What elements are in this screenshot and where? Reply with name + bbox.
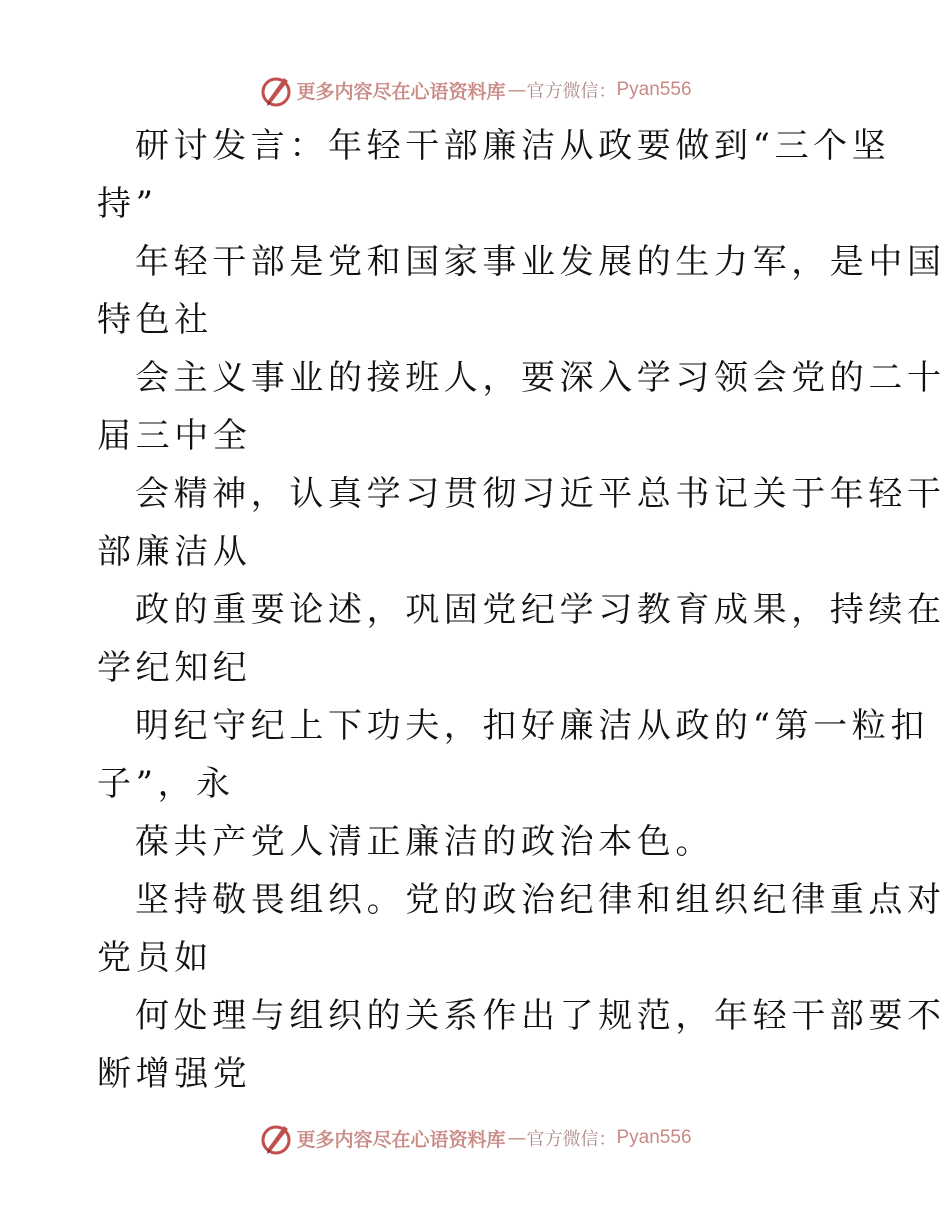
paragraph-line: 会精神，认真学习贯彻习近平总书记关于年轻干 bbox=[135, 474, 946, 514]
paragraph-line: 政的重要论述，巩固党纪学习教育成果，持续在 bbox=[135, 590, 946, 630]
paragraph-line: 坚持敬畏组织。党的政治纪律和组织纪律重点对 bbox=[135, 880, 946, 920]
header-watermark bbox=[0, 70, 950, 110]
footer-watermark bbox=[0, 1118, 950, 1158]
watermark-wechat-label: 官方微信： bbox=[526, 81, 617, 102]
watermark-dash: — bbox=[507, 1127, 525, 1149]
watermark-wechat-id: Pyan556 bbox=[616, 79, 692, 100]
paragraph-line: 明纪守纪上下功夫，扣好廉洁从政的“第一粒扣 bbox=[135, 706, 929, 746]
watermark-site-name: 更多内容尽在心语资料库 bbox=[296, 1128, 506, 1151]
paragraph-line: 年轻干部是党和国家事业发展的生力军，是中国 bbox=[135, 242, 946, 282]
watermark-wechat-id: Pyan556 bbox=[616, 1127, 692, 1148]
watermark-dash: — bbox=[507, 79, 525, 101]
watermark-site-name: 更多内容尽在心语资料库 bbox=[296, 80, 506, 103]
paragraph-line: 何处理与组织的关系作出了规范，年轻干部要不 bbox=[135, 996, 946, 1036]
paragraph-line: 葆共产党人清正廉洁的政治本色。 bbox=[135, 822, 714, 862]
paragraph-line: 断增强党 bbox=[97, 1054, 252, 1094]
watermark-wechat-label: 官方微信： bbox=[526, 1129, 617, 1150]
paragraph-line: 子”，永 bbox=[97, 764, 235, 804]
quill-pen-logo-icon bbox=[258, 72, 294, 108]
paragraph-line: 会主义事业的接班人，要深入学习领会党的二十 bbox=[135, 358, 946, 398]
paragraph-line: 部廉洁从 bbox=[97, 532, 252, 572]
paragraph-line: 党员如 bbox=[97, 938, 213, 978]
document-title-cont: 持” bbox=[97, 184, 158, 224]
paragraph-line: 特色社 bbox=[97, 300, 213, 340]
paragraph-line: 届三中全 bbox=[97, 416, 252, 456]
paragraph-line: 学纪知纪 bbox=[97, 648, 252, 688]
quill-pen-logo-icon bbox=[258, 1120, 294, 1156]
document-title: 研讨发言：年轻干部廉洁从政要做到“三个坚 bbox=[135, 126, 891, 166]
